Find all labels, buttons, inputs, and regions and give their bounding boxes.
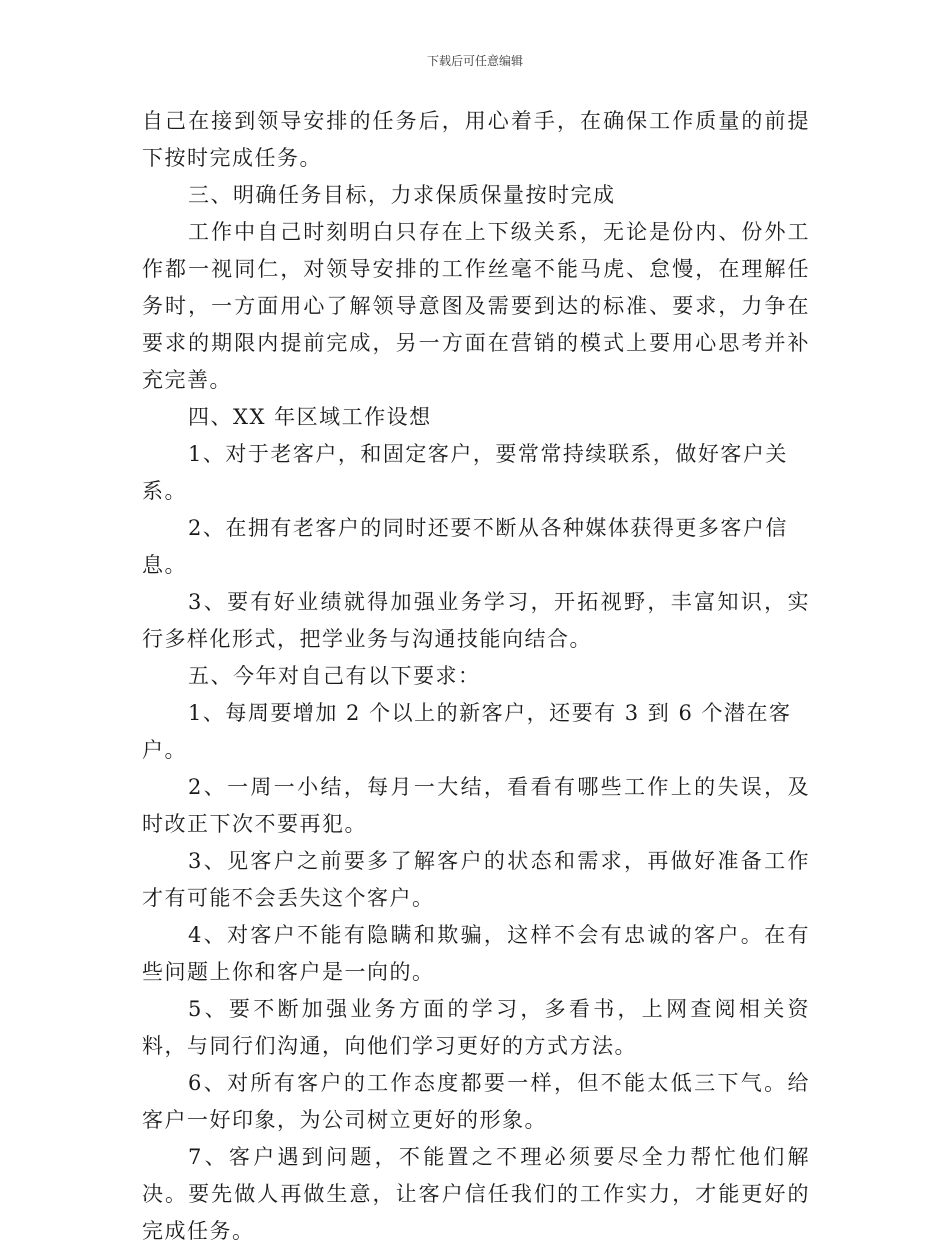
list-item: 3、见客户之前要多了解客户的状态和需求，再做好准备工作才有可能不会丢失这个客户。 [142, 849, 810, 910]
paragraph-continuation: 自己在接到领导安排的任务后，用心着手，在确保工作质量的前提下按时完成任务。 [142, 109, 810, 170]
section-heading-5: 五、今年对自己有以下要求： [188, 664, 481, 688]
list-item: 6、对所有客户的工作态度都要一样，但不能太低三下气。给客户一好印象，为公司树立更好的形象。 [142, 1071, 810, 1132]
list-item: 7、客户遇到问题，不能置之不理必须要尽全力帮忙他们解决。要先做人再做生意，让客户信任我们的工作实力，才能更好的完成任务。 [142, 1145, 810, 1243]
document-body [142, 103, 810, 1250]
list-item: 1、对于老客户，和固定客户，要常常持续联系，做好客户关系。 [142, 442, 788, 503]
section-heading-4: 四、XX 年区域工作设想 [188, 405, 432, 429]
page-header-note: 下载后可任意编辑 [426, 54, 523, 68]
list-item: 2、一周一小结，每月一大结，看看有哪些工作上的失误，及时改正下次不要再犯。 [142, 775, 810, 836]
paragraph-body: 工作中自己时刻明白只存在上下级关系，无论是份内、份外工作都一视同仁，对领导安排的工作丝毫不能马虎、怠慢，在理解任务时，一方面用心了解领导意图及需要到达的标准、要求，力争在要求的期限内提前完成，另一方面在营销的模式上要用心思考并补充完善。 [142, 220, 810, 392]
list-item: 5、要不断加强业务方面的学习，多看书，上网查阅相关资料，与同行们沟通，向他们学习更好的方式方法。 [142, 997, 810, 1058]
list-item: 2、在拥有老客户的同时还要不断从各种媒体获得更多客户信息。 [142, 516, 788, 577]
list-item: 3、要有好业绩就得加强业务学习，开拓视野，丰富知识，实行多样化形式，把学业务与沟通技能向结合。 [142, 590, 810, 651]
list-item: 4、对客户不能有隐瞒和欺骗，这样不会有忠诚的客户。在有些问题上你和客户是一向的。 [142, 923, 810, 984]
section-heading-3: 三、明确任务目标，力求保质保量按时完成 [188, 183, 616, 207]
list-item: 1、每周要增加 2 个以上的新客户，还要有 3 到 6 个潜在客户。 [142, 701, 792, 762]
